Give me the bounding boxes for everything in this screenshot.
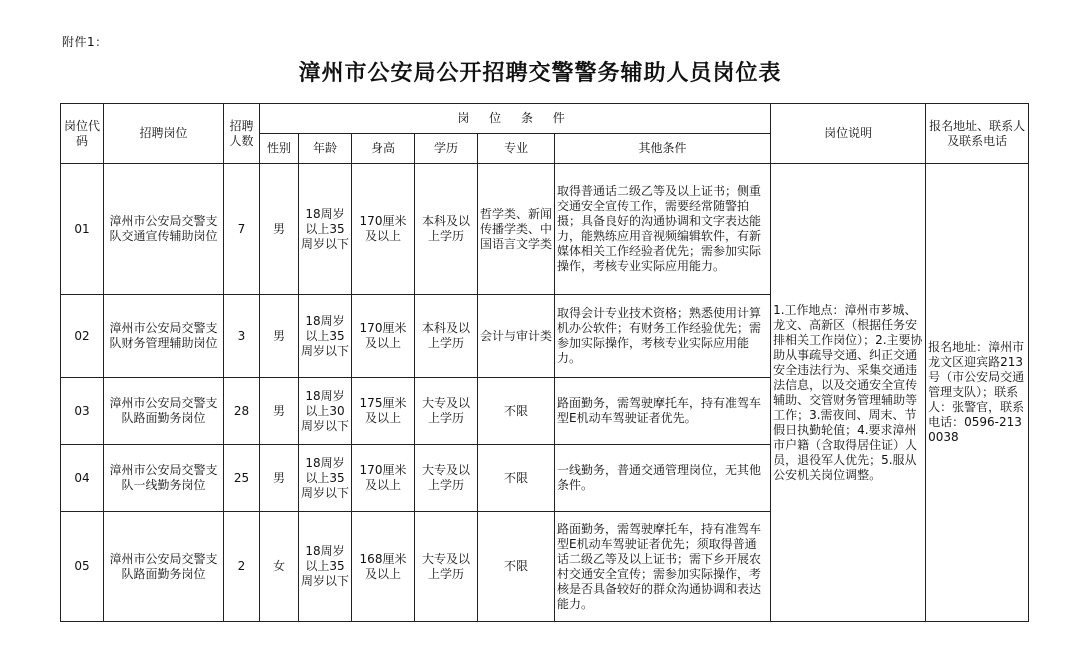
header-gender: 性别 bbox=[260, 134, 299, 164]
cell-education: 大专及以上学历 bbox=[415, 445, 478, 512]
cell-gender: 女 bbox=[260, 512, 299, 622]
header-code: 岗位代码 bbox=[61, 104, 104, 164]
header-description: 岗位说明 bbox=[771, 104, 926, 164]
cell-height: 170厘米及以上 bbox=[352, 164, 415, 295]
header-conditions: 岗 位 条 件 bbox=[260, 104, 771, 134]
cell-other: 取得普通话二级乙等及以上证书；侧重交通安全宣传工作，需要经常随警拍摄；具备良好的沟通协调和文字表达能力，能熟练应用音视频编辑软件，有新媒体相关工作经验者优先；需参加实际操作，考核专业实际应用能力。 bbox=[555, 164, 771, 295]
cell-gender: 男 bbox=[260, 164, 299, 295]
cell-count: 7 bbox=[224, 164, 260, 295]
header-major: 专业 bbox=[478, 134, 555, 164]
cell-position: 漳州市公安局交警支队路面勤务岗位 bbox=[104, 512, 224, 622]
cell-code: 02 bbox=[61, 295, 104, 378]
cell-age: 18周岁以上35周岁以下 bbox=[299, 164, 352, 295]
table-row bbox=[61, 164, 1029, 295]
cell-major: 不限 bbox=[478, 512, 555, 622]
header-contact: 报名地址、联系人及联系电话 bbox=[926, 104, 1029, 164]
cell-position: 漳州市公安局交警支队一线勤务岗位 bbox=[104, 445, 224, 512]
cell-major: 会计与审计类 bbox=[478, 295, 555, 378]
positions-table bbox=[60, 103, 1029, 622]
cell-count: 3 bbox=[224, 295, 260, 378]
cell-code: 05 bbox=[61, 512, 104, 622]
header-height: 身高 bbox=[352, 134, 415, 164]
header-other: 其他条件 bbox=[555, 134, 771, 164]
cell-age: 18周岁以上30周岁以下 bbox=[299, 378, 352, 445]
cell-height: 168厘米及以上 bbox=[352, 512, 415, 622]
cell-position: 漳州市公安局交警支队路面勤务岗位 bbox=[104, 378, 224, 445]
cell-position: 漳州市公安局交警支队财务管理辅助岗位 bbox=[104, 295, 224, 378]
cell-major: 不限 bbox=[478, 445, 555, 512]
header-position: 招聘岗位 bbox=[104, 104, 224, 164]
page-title: 漳州市公安局公开招聘交警警务辅助人员岗位表 bbox=[298, 60, 782, 86]
cell-count: 28 bbox=[224, 378, 260, 445]
cell-height: 170厘米及以上 bbox=[352, 295, 415, 378]
header-education: 学历 bbox=[415, 134, 478, 164]
cell-gender: 男 bbox=[260, 378, 299, 445]
cell-other: 路面勤务，需驾驶摩托车，持有准驾车型E机动车驾驶证者优先。 bbox=[555, 378, 771, 445]
cell-position: 漳州市公安局交警支队交通宣传辅助岗位 bbox=[104, 164, 224, 295]
cell-code: 03 bbox=[61, 378, 104, 445]
cell-education: 本科及以上学历 bbox=[415, 295, 478, 378]
cell-gender: 男 bbox=[260, 445, 299, 512]
cell-height: 175厘米及以上 bbox=[352, 378, 415, 445]
cell-major: 不限 bbox=[478, 378, 555, 445]
cell-code: 01 bbox=[61, 164, 104, 295]
header-count: 招聘人数 bbox=[224, 104, 260, 164]
cell-education: 大专及以上学历 bbox=[415, 512, 478, 622]
cell-height: 170厘米及以上 bbox=[352, 445, 415, 512]
attachment-label: 附件1： bbox=[62, 35, 108, 49]
cell-major: 哲学类、新闻传播学类、中国语言文学类 bbox=[478, 164, 555, 295]
cell-other: 路面勤务，需驾驶摩托车，持有准驾车型E机动车驾驶证者优先；须取得普通话二级乙等及以上证书；需下乡开展农村交通安全宣传；需参加实际操作，考核是否具备较好的群众沟通协调和表达能力。 bbox=[555, 512, 771, 622]
header-row-1 bbox=[61, 104, 1029, 134]
cell-gender: 男 bbox=[260, 295, 299, 378]
cell-count: 25 bbox=[224, 445, 260, 512]
cell-description: 1.工作地点：漳州市芗城、龙文、高新区（根据任务安排相关工作岗位）；2.主要协助从事疏导交通、纠正交通安全违法行为、采集交通违法信息，以及交通安全宣传辅助、交管财务管理辅助等工作；3.需夜间、周末、节假日执勤轮值；4.要求漳州市户籍（含取得居住证）人员，退役军人优先；5.服从公安机关岗位调整。 bbox=[771, 164, 926, 622]
cell-age: 18周岁以上35周岁以下 bbox=[299, 512, 352, 622]
cell-age: 18周岁以上35周岁以下 bbox=[299, 445, 352, 512]
header-age: 年龄 bbox=[299, 134, 352, 164]
cell-age: 18周岁以上35周岁以下 bbox=[299, 295, 352, 378]
cell-other: 一线勤务，普通交通管理岗位，无其他条件。 bbox=[555, 445, 771, 512]
cell-education: 本科及以上学历 bbox=[415, 164, 478, 295]
cell-code: 04 bbox=[61, 445, 104, 512]
cell-education: 大专及以上学历 bbox=[415, 378, 478, 445]
cell-count: 2 bbox=[224, 512, 260, 622]
cell-other: 取得会计专业技术资格；熟悉使用计算机办公软件；有财务工作经验优先；需参加实际操作，考核专业实际应用能力。 bbox=[555, 295, 771, 378]
cell-contact: 报名地址：漳州市龙文区迎宾路213号（市公安局交通管理支队）；联系人：张警官，联系电话：0596-2130038 bbox=[926, 164, 1029, 622]
